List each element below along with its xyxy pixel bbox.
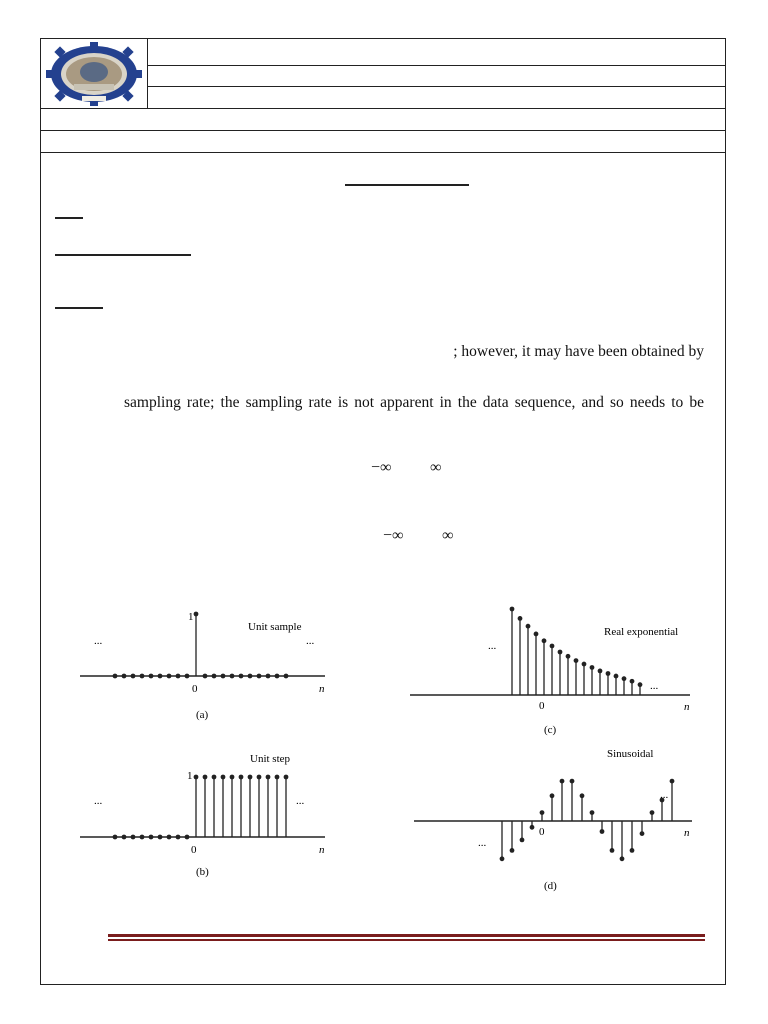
- stem-point: [221, 775, 226, 780]
- stem-point: [670, 779, 675, 784]
- body-line: sampling rate; the sampling rate is not apparent in the data sequence, and so needs to be: [124, 394, 704, 411]
- institution-logo: [44, 42, 144, 106]
- figure-title: Real exponential: [604, 626, 679, 638]
- stem-point: [598, 669, 603, 674]
- figure-ellipsis: ...: [296, 795, 305, 807]
- stem-point: [185, 674, 190, 679]
- header-row-line: [40, 130, 726, 131]
- stem-point: [122, 835, 127, 840]
- heading-underline: [55, 254, 191, 256]
- figure-unit-step: [80, 745, 335, 880]
- figure-caption: (b): [196, 866, 209, 878]
- stem-point: [131, 835, 136, 840]
- stem-point: [113, 674, 118, 679]
- stem-point: [248, 674, 253, 679]
- stem-point: [257, 674, 262, 679]
- range-to-symbol: ∞: [442, 527, 454, 544]
- header-row-line: [147, 86, 726, 87]
- stem-point: [194, 775, 199, 780]
- stem-point: [534, 632, 539, 637]
- stem-point: [212, 775, 217, 780]
- stem-point: [248, 775, 253, 780]
- figure-origin-label: 0: [191, 844, 197, 856]
- figure-peak-label: 1: [187, 770, 193, 782]
- figure-real-exponential: [410, 600, 700, 740]
- stem-point: [520, 838, 525, 843]
- stem-point: [158, 674, 163, 679]
- figure-title: Unit step: [250, 753, 291, 765]
- range-to-symbol: ∞: [430, 459, 442, 476]
- stem-point: [530, 825, 535, 830]
- heading-underline: [55, 217, 83, 219]
- stem-point: [185, 835, 190, 840]
- stem-point: [140, 835, 145, 840]
- figure-ellipsis: ...: [478, 837, 487, 849]
- stem-point: [158, 835, 163, 840]
- figure-ellipsis: ...: [650, 680, 659, 692]
- header-row-line: [147, 65, 726, 66]
- stem-point: [221, 674, 226, 679]
- stem-point: [284, 674, 289, 679]
- figure-origin-label: 0: [539, 826, 545, 838]
- figure-origin-label: 0: [539, 700, 545, 712]
- stem-point: [518, 616, 523, 621]
- stem-point: [566, 654, 571, 659]
- stem-point: [230, 674, 235, 679]
- stem-point: [560, 779, 565, 784]
- stem-point: [266, 674, 271, 679]
- figure-caption: (a): [196, 709, 209, 721]
- stem-point: [113, 835, 118, 840]
- stem-point: [558, 650, 563, 655]
- figure-axis-label: n: [684, 827, 690, 839]
- stem-point: [149, 674, 154, 679]
- figure-peak-label: 1: [188, 611, 194, 623]
- stem-point: [275, 775, 280, 780]
- figure-ellipsis: ...: [488, 640, 497, 652]
- stem-point: [650, 810, 655, 815]
- stem-point: [570, 779, 575, 784]
- figure-caption: (d): [544, 880, 557, 892]
- figure-origin-label: 0: [192, 683, 198, 695]
- stem-point: [140, 674, 145, 679]
- stem-point: [212, 674, 217, 679]
- stem-point: [239, 674, 244, 679]
- figure-axis-label: n: [684, 701, 690, 713]
- stem-point: [606, 671, 611, 676]
- stem-point: [203, 674, 208, 679]
- stem-point: [203, 775, 208, 780]
- stem-point: [574, 658, 579, 663]
- heading-underline: [55, 307, 103, 309]
- stem-point: [176, 674, 181, 679]
- stem-point: [550, 793, 555, 798]
- figure-ellipsis: ...: [306, 635, 315, 647]
- stem-point: [239, 775, 244, 780]
- stem-point: [266, 775, 271, 780]
- footer-rule: [108, 939, 705, 941]
- stem-point: [638, 682, 643, 687]
- figure-title: Sinusoidal: [607, 748, 654, 760]
- figure-ellipsis: ...: [660, 789, 669, 801]
- stem-point: [284, 775, 289, 780]
- header-logo-divider: [147, 38, 148, 108]
- stem-point: [510, 607, 515, 612]
- stem-point: [580, 793, 585, 798]
- stem-point: [590, 810, 595, 815]
- stem-point: [275, 674, 280, 679]
- stem-point: [230, 775, 235, 780]
- stem-point: [526, 624, 531, 629]
- stem-point: [620, 856, 625, 861]
- stem-point: [194, 612, 199, 617]
- figure-sinusoidal: [410, 740, 700, 900]
- stem-point: [610, 848, 615, 853]
- stem-point: [582, 662, 587, 667]
- figure-ellipsis: ...: [94, 795, 103, 807]
- range-from-symbol: −∞: [383, 527, 404, 544]
- body-line: ; however, it may have been obtained by: [453, 343, 704, 360]
- stem-point: [590, 665, 595, 670]
- stem-point: [122, 674, 127, 679]
- figure-ellipsis: ...: [94, 635, 103, 647]
- stem-point: [131, 674, 136, 679]
- stem-point: [167, 674, 172, 679]
- stem-point: [257, 775, 262, 780]
- stem-point: [622, 676, 627, 681]
- stem-point: [167, 835, 172, 840]
- stem-point: [600, 829, 605, 834]
- stem-point: [510, 848, 515, 853]
- header-row-line: [40, 108, 726, 109]
- stem-point: [630, 679, 635, 684]
- stem-point: [500, 856, 505, 861]
- title-underline: [345, 184, 469, 186]
- figure-axis-label: n: [319, 844, 325, 856]
- stem-point: [149, 835, 154, 840]
- stem-point: [550, 644, 555, 649]
- figure-axis-label: n: [319, 683, 325, 695]
- figure-title: Unit sample: [248, 621, 302, 633]
- figure-unit-sample: [80, 600, 335, 730]
- stem-point: [176, 835, 181, 840]
- stem-point: [630, 848, 635, 853]
- figure-caption: (c): [544, 724, 557, 736]
- stem-point: [540, 810, 545, 815]
- stem-point: [614, 674, 619, 679]
- stem-point: [640, 831, 645, 836]
- stem-point: [542, 638, 547, 643]
- range-from-symbol: −∞: [371, 459, 392, 476]
- footer-rule: [108, 934, 705, 937]
